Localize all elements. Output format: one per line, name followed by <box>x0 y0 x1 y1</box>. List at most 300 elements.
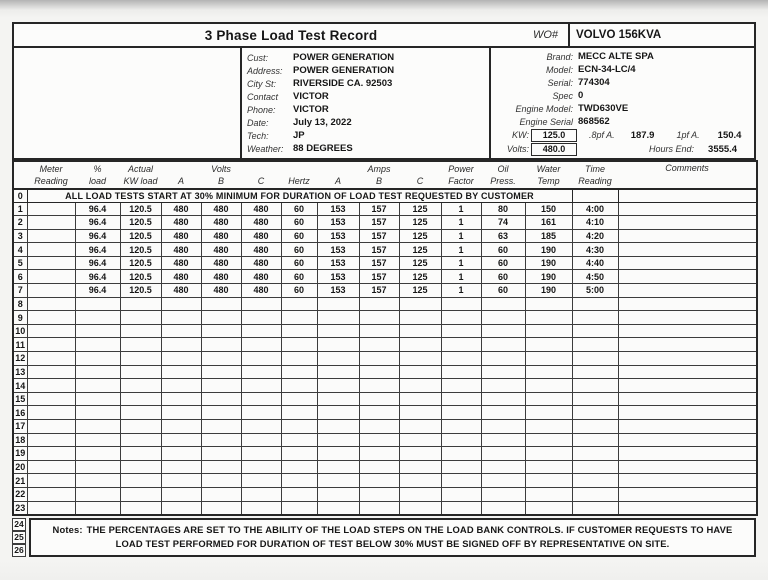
header-top-line: Volts <box>211 164 231 174</box>
cell: 1 <box>441 284 481 298</box>
field-value: JP <box>293 130 305 141</box>
header-top-line: % <box>93 164 102 174</box>
customer-field <box>247 51 485 64</box>
cell <box>317 420 359 434</box>
volts-value-box: 480.0 <box>531 143 577 156</box>
table-row <box>13 447 757 461</box>
hours-end-label: Hours End: <box>649 144 695 154</box>
cell <box>161 406 201 420</box>
column-header-oil <box>481 161 525 189</box>
cell: 60 <box>281 284 317 298</box>
cell <box>120 420 161 434</box>
pf8-label: .8pf A. <box>589 130 615 140</box>
field-value: 88 DEGREES <box>293 143 353 154</box>
cell <box>161 352 201 366</box>
cell <box>399 460 441 474</box>
cell <box>481 311 525 325</box>
cell <box>441 447 481 461</box>
row-number: 9 <box>13 311 27 325</box>
cell <box>618 365 757 379</box>
cell <box>359 379 399 393</box>
column-header-ampsC <box>399 161 441 189</box>
cell <box>27 324 75 338</box>
cell <box>241 433 281 447</box>
cell <box>359 420 399 434</box>
column-header-voltsA <box>161 161 201 189</box>
cell: 60 <box>481 284 525 298</box>
notes-label: Notes: <box>52 524 83 536</box>
blank-panel <box>14 48 240 158</box>
header-top-line <box>317 163 359 175</box>
cell <box>75 297 120 311</box>
cell <box>441 311 481 325</box>
customer-field <box>247 64 485 77</box>
customer-field <box>247 116 485 129</box>
cell <box>317 474 359 488</box>
page-title: 3 Phase Load Test Record <box>204 27 378 43</box>
equipment-fields <box>493 50 750 128</box>
cell <box>161 487 201 501</box>
cell: 1 <box>441 270 481 284</box>
cell: 63 <box>481 229 525 243</box>
cell <box>441 338 481 352</box>
field-value: VICTOR <box>293 91 329 102</box>
header-bottom-line: Reading <box>34 176 68 186</box>
cell <box>161 392 201 406</box>
cell <box>120 324 161 338</box>
field-value: 868562 <box>578 116 610 127</box>
cell <box>201 392 241 406</box>
cell <box>399 297 441 311</box>
cell <box>75 487 120 501</box>
cell <box>120 501 161 515</box>
header-bottom-line: A <box>177 176 184 186</box>
field-label: Phone: <box>247 104 276 115</box>
cell <box>572 352 618 366</box>
field-label: Address: <box>247 65 283 76</box>
header-bottom-line: B <box>375 176 382 186</box>
cell <box>317 297 359 311</box>
cell <box>525 433 572 447</box>
header-top-line <box>161 163 201 175</box>
cell <box>525 311 572 325</box>
cell: 60 <box>481 270 525 284</box>
table-body <box>13 189 757 515</box>
cell <box>481 324 525 338</box>
field-value: POWER GENERATION <box>293 65 395 76</box>
cell: 480 <box>161 216 201 230</box>
cell <box>525 392 572 406</box>
cell <box>525 474 572 488</box>
cell <box>441 487 481 501</box>
cell <box>161 420 201 434</box>
cell: 157 <box>359 243 399 257</box>
cell <box>120 338 161 352</box>
row-number: 14 <box>13 379 27 393</box>
cell <box>241 460 281 474</box>
cell <box>201 501 241 515</box>
cell: 480 <box>201 202 241 216</box>
cell <box>317 447 359 461</box>
cell <box>441 324 481 338</box>
cell <box>120 474 161 488</box>
cell <box>120 392 161 406</box>
cell <box>201 460 241 474</box>
field-value: VICTOR <box>293 104 329 115</box>
cell <box>281 392 317 406</box>
header-bottom-line: Temp <box>537 176 560 186</box>
cell <box>399 487 441 501</box>
header-bottom-line: C <box>416 176 424 186</box>
cell <box>572 420 618 434</box>
cell <box>120 460 161 474</box>
cell <box>75 324 120 338</box>
cell <box>525 324 572 338</box>
cell <box>75 420 120 434</box>
row-number: 0 <box>13 189 27 202</box>
row-number: 7 <box>13 284 27 298</box>
cell: 153 <box>317 229 359 243</box>
cell: 96.4 <box>75 202 120 216</box>
cell <box>481 379 525 393</box>
table-row <box>13 433 757 447</box>
cell <box>27 420 75 434</box>
cell: 4:10 <box>572 216 618 230</box>
table-row <box>13 256 757 270</box>
equipment-panel <box>489 48 754 158</box>
cell: 125 <box>399 284 441 298</box>
customer-field <box>247 103 485 116</box>
cell <box>481 420 525 434</box>
cell <box>441 297 481 311</box>
cell <box>481 433 525 447</box>
cell <box>75 311 120 325</box>
cell <box>441 379 481 393</box>
column-header-voltsC <box>241 161 281 189</box>
cell: 60 <box>481 256 525 270</box>
table-row <box>13 270 757 284</box>
header-top-line: Oil <box>497 164 509 174</box>
cell <box>399 352 441 366</box>
cell <box>572 406 618 420</box>
cell: 120.5 <box>120 270 161 284</box>
cell <box>359 460 399 474</box>
cell <box>399 311 441 325</box>
cell <box>618 338 757 352</box>
cell <box>317 433 359 447</box>
row-number: 8 <box>13 297 27 311</box>
cell <box>399 433 441 447</box>
cell <box>441 433 481 447</box>
cell: 1 <box>441 243 481 257</box>
cell <box>201 447 241 461</box>
notes-row-numbers <box>12 518 26 557</box>
cell <box>281 406 317 420</box>
header-bottom-line: load <box>88 176 106 186</box>
cell: 157 <box>359 256 399 270</box>
title-bar <box>12 22 756 48</box>
field-value: RIVERSIDE CA. 92503 <box>293 78 393 89</box>
cell <box>27 256 75 270</box>
header-bottom-line: Reading <box>578 176 612 186</box>
cell: 120.5 <box>120 256 161 270</box>
cell <box>281 420 317 434</box>
cell <box>75 406 120 420</box>
cell <box>27 447 75 461</box>
cell <box>201 406 241 420</box>
cell <box>27 297 75 311</box>
notes-text <box>41 523 744 551</box>
cell <box>481 297 525 311</box>
cell <box>317 311 359 325</box>
header-bottom-line: KW load <box>123 176 158 186</box>
cell <box>399 324 441 338</box>
cell <box>618 270 757 284</box>
cell <box>525 365 572 379</box>
cell: 120.5 <box>120 216 161 230</box>
field-value: July 13, 2022 <box>293 117 352 128</box>
cell <box>27 460 75 474</box>
cell <box>481 352 525 366</box>
cell <box>317 352 359 366</box>
cell <box>618 392 757 406</box>
cell: 480 <box>201 270 241 284</box>
cell <box>27 311 75 325</box>
header-top-line: Time <box>585 164 605 174</box>
cell <box>317 487 359 501</box>
cell <box>481 487 525 501</box>
cell: 96.4 <box>75 243 120 257</box>
header-top-line: Power <box>448 164 474 174</box>
cell <box>120 379 161 393</box>
cell: 480 <box>201 229 241 243</box>
cell <box>481 447 525 461</box>
cell <box>75 352 120 366</box>
table-header-row <box>13 161 757 189</box>
column-header-num <box>13 161 27 189</box>
cell: 150 <box>525 202 572 216</box>
cell <box>317 501 359 515</box>
cell <box>281 324 317 338</box>
customer-field <box>247 90 485 103</box>
table-row <box>13 406 757 420</box>
header-bottom-line: Factor <box>448 176 474 186</box>
cell <box>281 447 317 461</box>
cell <box>618 243 757 257</box>
field-label: Engine Model: <box>515 103 573 114</box>
cell <box>27 487 75 501</box>
row-number: 10 <box>13 324 27 338</box>
column-header-time <box>572 161 618 189</box>
cell <box>441 474 481 488</box>
cell: 480 <box>241 256 281 270</box>
field-value: TWD630VE <box>578 103 629 114</box>
cell <box>201 420 241 434</box>
cell <box>525 460 572 474</box>
cell <box>525 501 572 515</box>
cell <box>572 433 618 447</box>
cell <box>317 365 359 379</box>
table-row <box>13 243 757 257</box>
cell <box>359 447 399 461</box>
cell <box>441 352 481 366</box>
cell <box>241 324 281 338</box>
cell <box>27 392 75 406</box>
equipment-field <box>493 89 750 102</box>
cell <box>27 406 75 420</box>
cell <box>241 392 281 406</box>
cell <box>572 460 618 474</box>
cell <box>572 297 618 311</box>
cell: 96.4 <box>75 229 120 243</box>
field-value: 0 <box>578 90 584 101</box>
cell <box>27 338 75 352</box>
cell <box>441 365 481 379</box>
cell: 480 <box>241 284 281 298</box>
cell <box>281 311 317 325</box>
cell <box>161 474 201 488</box>
row-number: 5 <box>13 256 27 270</box>
wo-number-label: WO# <box>532 29 558 41</box>
cell <box>317 406 359 420</box>
cell <box>572 501 618 515</box>
cell <box>525 352 572 366</box>
cell: 4:40 <box>572 256 618 270</box>
table-row <box>13 365 757 379</box>
field-value: MECC ALTE SPA <box>578 51 654 62</box>
cell <box>27 365 75 379</box>
cell <box>399 365 441 379</box>
cell <box>572 392 618 406</box>
table-row <box>13 202 757 216</box>
cell <box>201 338 241 352</box>
row-number: 24 <box>12 518 26 531</box>
column-header-ampsB <box>359 161 399 189</box>
row-number: 15 <box>13 392 27 406</box>
field-label: Model: <box>545 64 573 75</box>
cell <box>75 460 120 474</box>
cell <box>618 202 757 216</box>
header-top-line: Meter <box>39 164 63 174</box>
cell <box>281 338 317 352</box>
cell <box>317 392 359 406</box>
row-number: 21 <box>13 474 27 488</box>
cell <box>161 311 201 325</box>
cell: 96.4 <box>75 256 120 270</box>
cell: 153 <box>317 284 359 298</box>
table-row <box>13 229 757 243</box>
cell <box>201 487 241 501</box>
cell: 4:00 <box>572 202 618 216</box>
customer-field <box>247 142 485 155</box>
volts-label: Volts: <box>506 144 529 154</box>
cell <box>481 501 525 515</box>
cell <box>161 379 201 393</box>
cell: 4:20 <box>572 229 618 243</box>
cell: 480 <box>241 216 281 230</box>
cell-time <box>572 189 618 202</box>
cell: 60 <box>281 229 317 243</box>
field-label: Tech: <box>247 130 269 141</box>
cell <box>161 501 201 515</box>
cell <box>618 447 757 461</box>
column-header-kwload <box>120 161 161 189</box>
cell-comments <box>618 189 757 202</box>
field-label: Contact <box>247 91 279 102</box>
cell: 60 <box>281 256 317 270</box>
row-number: 16 <box>13 406 27 420</box>
cell <box>618 256 757 270</box>
equipment-field <box>493 76 750 89</box>
load-test-table <box>12 160 758 516</box>
table-row <box>13 216 757 230</box>
header-top-line: Water <box>536 164 561 174</box>
cell <box>618 433 757 447</box>
cell: 480 <box>241 243 281 257</box>
cell: 125 <box>399 270 441 284</box>
cell <box>618 297 757 311</box>
cell <box>317 338 359 352</box>
customer-field <box>247 77 485 90</box>
row-number: 20 <box>13 460 27 474</box>
cell <box>27 474 75 488</box>
cell <box>572 447 618 461</box>
cell: 480 <box>161 270 201 284</box>
cell <box>618 487 757 501</box>
cell <box>572 338 618 352</box>
cell: 96.4 <box>75 284 120 298</box>
cell <box>618 216 757 230</box>
cell <box>201 379 241 393</box>
column-header-pctload <box>75 161 120 189</box>
cell <box>27 379 75 393</box>
row-number: 13 <box>13 365 27 379</box>
cell: 74 <box>481 216 525 230</box>
column-header-ampsA <box>317 161 359 189</box>
cell <box>359 392 399 406</box>
notes-body: THE PERCENTAGES ARE SET TO THE ABILITY OF THE LOAD STEPS ON THE LOAD BANK CONTROLS. IF CUSTOMER REQUESTS TO HAVE LOAD TEST PERFORMED FOR DURATION OF TEST BELOW 30% MUST BE SIGNED OFF BY REPRESENTATIVE ON SITE. <box>86 524 733 550</box>
table-row <box>13 392 757 406</box>
cell <box>281 501 317 515</box>
cell <box>399 420 441 434</box>
cell <box>27 501 75 515</box>
cell <box>618 420 757 434</box>
cell <box>27 284 75 298</box>
row-number: 12 <box>13 352 27 366</box>
cell: 80 <box>481 202 525 216</box>
cell <box>75 447 120 461</box>
cell: 125 <box>399 229 441 243</box>
cell <box>201 474 241 488</box>
header-top-line <box>281 163 317 175</box>
cell: 480 <box>201 216 241 230</box>
cell <box>281 460 317 474</box>
cell: 96.4 <box>75 216 120 230</box>
cell <box>161 460 201 474</box>
column-header-comments: Comments <box>665 163 709 173</box>
header-top-line <box>14 163 27 175</box>
cell <box>281 379 317 393</box>
cell <box>618 284 757 298</box>
cell <box>27 270 75 284</box>
cell <box>399 338 441 352</box>
field-value: 774304 <box>578 77 610 88</box>
cell <box>359 297 399 311</box>
cell <box>27 229 75 243</box>
cell <box>399 447 441 461</box>
cell <box>572 487 618 501</box>
notice-text: ALL LOAD TESTS START AT 30% MINIMUM FOR DURATION OF LOAD TEST REQUESTED BY CUSTOMER <box>27 189 572 202</box>
